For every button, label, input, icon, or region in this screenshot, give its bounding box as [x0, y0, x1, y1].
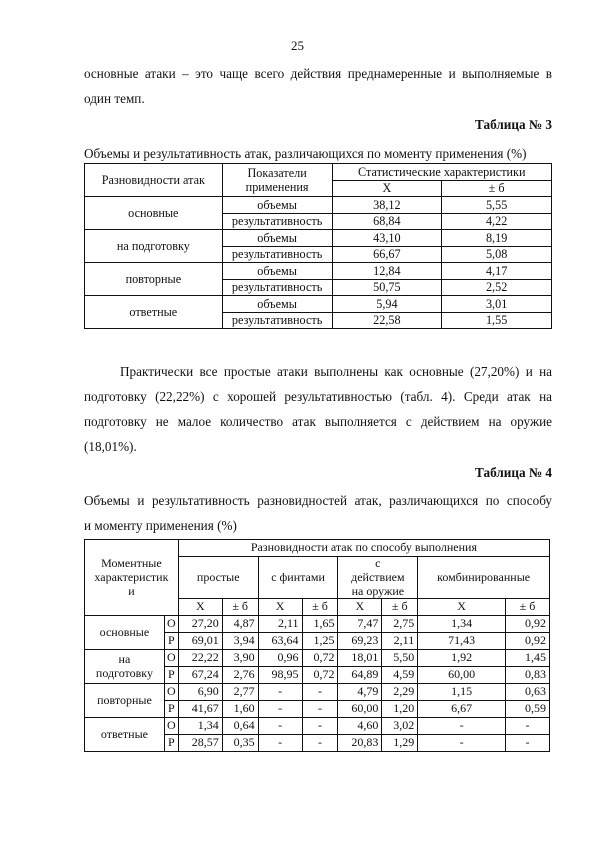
indicator-cell: Р	[164, 735, 178, 752]
table-header-row	[85, 540, 550, 557]
table4	[84, 539, 550, 752]
table-cell: 1,60	[222, 701, 258, 718]
table-cell: 7,47	[338, 616, 382, 633]
table4-label: Таблица № 4	[475, 465, 552, 480]
table-cell: 0,63	[505, 684, 549, 701]
table-cell: 0,72	[302, 650, 338, 667]
table-cell: результативность	[222, 312, 332, 329]
table-cell: 8,19	[442, 230, 552, 247]
table-cell: 12,84	[332, 263, 442, 280]
row-label	[85, 616, 165, 650]
table-cell: 2,77	[222, 684, 258, 701]
table-cell: 50,75	[332, 279, 442, 296]
table-cell: 5,55	[442, 197, 552, 214]
row-label-line: повторные	[97, 692, 152, 707]
paragraph-line: Практически все простые атаки выполнены как основные (27,20%) и на	[120, 364, 552, 379]
table-cell: 2,75	[382, 616, 418, 633]
paragraph-body	[84, 359, 552, 459]
header-cell	[222, 164, 332, 197]
table-cell: 1,34	[178, 718, 222, 735]
table-cell: 68,84	[332, 213, 442, 230]
row-label-line: на	[118, 652, 131, 667]
table-cell: 4,87	[222, 616, 258, 633]
table-row	[85, 650, 550, 667]
table-cell: 0,35	[222, 735, 258, 752]
table-cell: -	[302, 684, 338, 701]
table-cell: 60,00	[418, 667, 506, 684]
table-cell: -	[258, 735, 302, 752]
header-cell: простые	[178, 557, 258, 599]
table-cell: 69,01	[178, 633, 222, 650]
header-cell: ± б	[302, 599, 338, 616]
table-cell: 38,12	[332, 197, 442, 214]
page-number: 25	[291, 38, 304, 53]
indicator-cell: О	[164, 650, 178, 667]
table-cell: -	[302, 701, 338, 718]
table-cell: -	[258, 684, 302, 701]
paragraph-line: основные атаки – это чаще всего действия преднамеренные и выполняемые в	[84, 66, 552, 81]
row-label-line: подготовку	[95, 665, 153, 680]
indicator-cell: Р	[164, 701, 178, 718]
header-cell: Разновидности атак	[85, 164, 223, 197]
table-cell: объемы	[222, 263, 332, 280]
row-label-line: ответные	[100, 726, 148, 741]
table-cell: результативность	[222, 213, 332, 230]
row-label	[85, 650, 165, 684]
table-row	[85, 197, 552, 214]
table-cell: -	[258, 718, 302, 735]
table-cell: 6,90	[178, 684, 222, 701]
table-cell: 1,15	[418, 684, 506, 701]
table-cell: 71,43	[418, 633, 506, 650]
caption-line: и моменту применения (%)	[84, 518, 237, 533]
table-cell: -	[302, 718, 338, 735]
table3	[84, 163, 552, 329]
table-cell: 4,60	[338, 718, 382, 735]
table-cell: 0,83	[505, 667, 549, 684]
table-cell: результативность	[222, 246, 332, 263]
header-cell: X	[178, 599, 222, 616]
table-cell: 0,64	[222, 718, 258, 735]
table-cell: -	[505, 718, 549, 735]
header-cell: X	[418, 599, 506, 616]
table-row	[85, 684, 550, 701]
table-cell: -	[418, 735, 506, 752]
header-line: Моментные	[101, 556, 162, 570]
table-row	[85, 263, 552, 280]
table-cell: 0,72	[302, 667, 338, 684]
header-cell: ± б	[505, 599, 549, 616]
paragraph-line: подготовку не малое количество атак выполняется с действием на оружие	[84, 414, 552, 429]
table-cell: 60,00	[338, 701, 382, 718]
paragraph-line: один темп.	[84, 91, 145, 106]
header-cell: ± б	[382, 599, 418, 616]
table-cell: 2,11	[258, 616, 302, 633]
table-row	[85, 616, 550, 633]
header-line: и	[128, 583, 135, 598]
header-line: действием	[351, 569, 405, 584]
indicator-cell: Р	[164, 667, 178, 684]
table-cell: объемы	[222, 230, 332, 247]
table-cell: 4,59	[382, 667, 418, 684]
table-cell: 0,92	[505, 633, 549, 650]
table-cell: 1,92	[418, 650, 506, 667]
table-cell: 41,67	[178, 701, 222, 718]
indicator-cell: О	[164, 684, 178, 701]
table3-label: Таблица № 3	[475, 117, 552, 132]
table-cell: 98,95	[258, 667, 302, 684]
table4-body	[85, 616, 550, 752]
table-cell: 5,50	[382, 650, 418, 667]
table-cell: 1,45	[505, 650, 549, 667]
header-cell	[85, 540, 179, 616]
row-label: основные	[85, 197, 223, 230]
table-cell: 22,58	[332, 312, 442, 329]
table-cell: 5,94	[332, 296, 442, 313]
table-cell: -	[418, 718, 506, 735]
table-cell: 43,10	[332, 230, 442, 247]
table-cell: 0,92	[505, 616, 549, 633]
table-cell: 69,23	[338, 633, 382, 650]
header-line: с	[375, 556, 381, 570]
table-cell: 0,59	[505, 701, 549, 718]
table-cell: -	[505, 735, 549, 752]
indicator-cell: О	[164, 718, 178, 735]
indicator-cell: Р	[164, 633, 178, 650]
row-label-line: основные	[99, 624, 150, 639]
table-cell: 28,57	[178, 735, 222, 752]
table-cell: 4,22	[442, 213, 552, 230]
table-cell: 64,89	[338, 667, 382, 684]
caption-line: Объемы и результативность разновидностей атак, различающихся по способу	[84, 493, 552, 508]
table-cell: объемы	[222, 197, 332, 214]
table-cell: 63,64	[258, 633, 302, 650]
header-cell: X	[258, 599, 302, 616]
table-cell: 18,01	[338, 650, 382, 667]
header-cell: X	[332, 180, 442, 197]
header-cell: с финтами	[258, 557, 338, 599]
header-cell: Разновидности атак по способу выполнения	[178, 540, 549, 557]
table-cell: 2,29	[382, 684, 418, 701]
table-cell: 6,67	[418, 701, 506, 718]
table-row	[85, 718, 550, 735]
header-cell: ± б	[222, 599, 258, 616]
table-cell: объемы	[222, 296, 332, 313]
header-line: на оружие	[351, 583, 405, 598]
header-cell	[338, 557, 418, 599]
header-line: характеристик	[94, 569, 169, 584]
table-cell: 67,24	[178, 667, 222, 684]
row-label: на подготовку	[85, 230, 223, 263]
paragraph-line: подготовку (22,22%) с хорошей результативностью (табл. 4). Среди атак на	[84, 389, 552, 404]
row-label: ответные	[85, 296, 223, 329]
table-cell: 1,65	[302, 616, 338, 633]
table-row	[85, 296, 552, 313]
header-cell: X	[338, 599, 382, 616]
table-cell: 3,90	[222, 650, 258, 667]
table4-caption	[84, 488, 552, 538]
table-cell: 2,11	[382, 633, 418, 650]
table-cell: 4,17	[442, 263, 552, 280]
table-cell: 5,08	[442, 246, 552, 263]
table-cell: 1,34	[418, 616, 506, 633]
table-cell: 1,25	[302, 633, 338, 650]
indicator-cell: О	[164, 616, 178, 633]
table-cell: 4,79	[338, 684, 382, 701]
table-cell: 20,83	[338, 735, 382, 752]
table-cell: 1,20	[382, 701, 418, 718]
table-cell: 22,22	[178, 650, 222, 667]
paragraph-intro	[84, 61, 552, 111]
table-header-row	[85, 164, 552, 181]
table-cell: 27,20	[178, 616, 222, 633]
table-cell: 66,67	[332, 246, 442, 263]
header-cell: ± б	[442, 180, 552, 197]
table-cell: -	[258, 701, 302, 718]
paragraph-line: (18,01%).	[84, 439, 137, 454]
header-line: Показатели	[247, 165, 307, 180]
table-cell: 1,55	[442, 312, 552, 329]
table-row	[85, 230, 552, 247]
caption-line: Объемы и результативность атак, различающихся по моменту применения (%)	[84, 146, 527, 161]
header-cell: Статистические характеристики	[332, 164, 551, 181]
table-cell: результативность	[222, 279, 332, 296]
table-cell: 2,52	[442, 279, 552, 296]
header-cell: комбинированные	[418, 557, 550, 599]
row-label	[85, 718, 165, 752]
table-cell: 3,01	[442, 296, 552, 313]
table-cell: -	[302, 735, 338, 752]
row-label: повторные	[85, 263, 223, 296]
table-cell: 1,29	[382, 735, 418, 752]
row-label	[85, 684, 165, 718]
header-line: применения	[245, 180, 309, 194]
table-cell: 3,02	[382, 718, 418, 735]
table-cell: 3,94	[222, 633, 258, 650]
table-cell: 2,76	[222, 667, 258, 684]
table-cell: 0,96	[258, 650, 302, 667]
